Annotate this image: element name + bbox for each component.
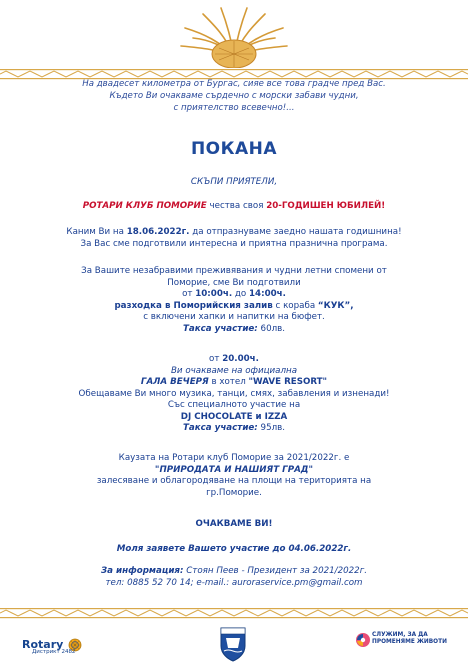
time-pre: от	[182, 289, 196, 299]
cause-name: "ПРИРОДАТА И НАШИЯТ ГРАД"	[154, 464, 314, 475]
gala-from-time: 20.00ч.	[222, 354, 259, 364]
poem-line-1: На двадесет километра от Бургас, сияе все това градче пред Вас.	[82, 79, 386, 89]
gala-fee-value: 95лв.	[257, 423, 286, 433]
contact-line	[18, 566, 450, 578]
poem-line-3: с приятелство всевечно!...	[173, 103, 295, 113]
time-from: 10:00ч.	[195, 289, 233, 299]
summer-line-2: Поморие, сме Ви подготвили	[167, 277, 301, 288]
club-name: РОТАРИ КЛУБ ПОМОРИЕ	[82, 201, 207, 211]
cause-line-4: гр.Поморие.	[206, 487, 262, 498]
club-line	[18, 201, 450, 213]
event-date: 18.06.2022г.	[126, 227, 190, 237]
gala-promise: Обещаваме Ви много музика, танци, смях, забавления и изненади!	[78, 388, 390, 399]
club-block	[18, 201, 450, 213]
contact-person: Стоян Пеев - Президент за 2021/2022г.	[183, 566, 368, 576]
serve-text	[372, 632, 452, 646]
serve-line-2: ПРОМЕНЯМЕ ЖИВОТИ	[372, 639, 447, 645]
rsvp-line: Моля заявете Вашето участие до 04.06.2022г.	[116, 544, 352, 554]
contact-phone-email: тел: 0885 52 70 14; e-mail.: auroraservice.pm@gmail.com	[105, 577, 363, 588]
gala-name: ГАЛА ВЕЧЕРЯ	[140, 377, 209, 387]
bottom-ornament-band	[0, 607, 468, 619]
gala-expect: Ви очакваме на официална	[170, 365, 298, 376]
fee-label: Такса участие:	[182, 323, 258, 334]
walk-title: разходка в Поморийския залив	[114, 300, 273, 311]
hotel-name: "WAVE RESORT"	[248, 377, 328, 387]
expect-you: ОЧАКВАМЕ ВИ!	[195, 519, 273, 529]
cause-line-3: залесяване и облагородяване на площи на територията на	[96, 476, 372, 486]
gala-from-pre: от	[209, 354, 223, 364]
sun-ornament-icon	[175, 6, 293, 68]
serve-line-1: СЛУЖИМ, ЗА ДА	[372, 632, 428, 638]
summer-line-1: За Вашите незабравими преживявания и чудни летни спомени от	[81, 266, 387, 276]
contact-block	[18, 566, 450, 589]
walk-fee	[18, 324, 450, 336]
club-mid: чества своя	[206, 201, 267, 211]
greeting: СКЪПИ ПРИЯТЕЛИ,	[190, 177, 278, 187]
gala-fee-label: Такса участие:	[182, 423, 258, 433]
rsvp-block	[18, 544, 450, 556]
jubilee: 20-ГОДИШЕН ЮБИЛЕЙ!	[266, 201, 386, 211]
rotary-district: Дистрикт 2482	[32, 649, 76, 655]
gala-time	[18, 354, 450, 366]
greeting-block	[18, 177, 450, 189]
hotel-pre: в хотел	[208, 377, 249, 387]
fee-value: 60лв.	[257, 323, 286, 334]
time-mid: до	[232, 289, 249, 299]
invite-line	[18, 227, 450, 239]
walk-mid: с кораба	[272, 300, 318, 311]
gala-line	[18, 377, 450, 389]
contact-label: За информация:	[100, 566, 184, 576]
cause-block	[18, 453, 450, 499]
time-to: 14:00ч.	[249, 289, 286, 299]
serve-globe-icon	[355, 632, 371, 648]
performers: DJ CHOCOLATE и IZZA	[180, 411, 288, 422]
summer-block	[18, 266, 450, 335]
gala-fee	[18, 423, 450, 435]
rotary-wordmark: Rotary	[22, 638, 64, 651]
gala-special: Със специалното участие на	[167, 400, 301, 410]
program-line: За Вас сме подготвили интересна и приятна празнична програма.	[80, 238, 388, 249]
poem-line-2: Където Ви очакваме сърдечно с морски забави чудни,	[109, 91, 359, 101]
invite-post: да отпразнуваме заедно нашата годишнина!	[189, 227, 402, 237]
gala-block	[18, 354, 450, 435]
invite-pre: Каним Ви на	[66, 227, 127, 237]
summer-time	[18, 289, 450, 301]
cause-line-1: Каузата на Ротари клуб Поморие за 2021/2022г. е	[118, 453, 350, 463]
rotary-logo	[22, 634, 82, 653]
expect-block	[18, 519, 450, 531]
invite-block	[18, 227, 450, 250]
intro-poem	[20, 78, 448, 114]
walk-line	[18, 301, 450, 313]
snacks-line: с включени хапки и напитки на бюфет.	[143, 312, 325, 322]
ship-name: “КУК”,	[317, 300, 354, 311]
pomorie-crest-icon	[218, 624, 248, 662]
footer-logos	[0, 624, 468, 667]
page-title: ПОКАНА	[190, 139, 278, 159]
